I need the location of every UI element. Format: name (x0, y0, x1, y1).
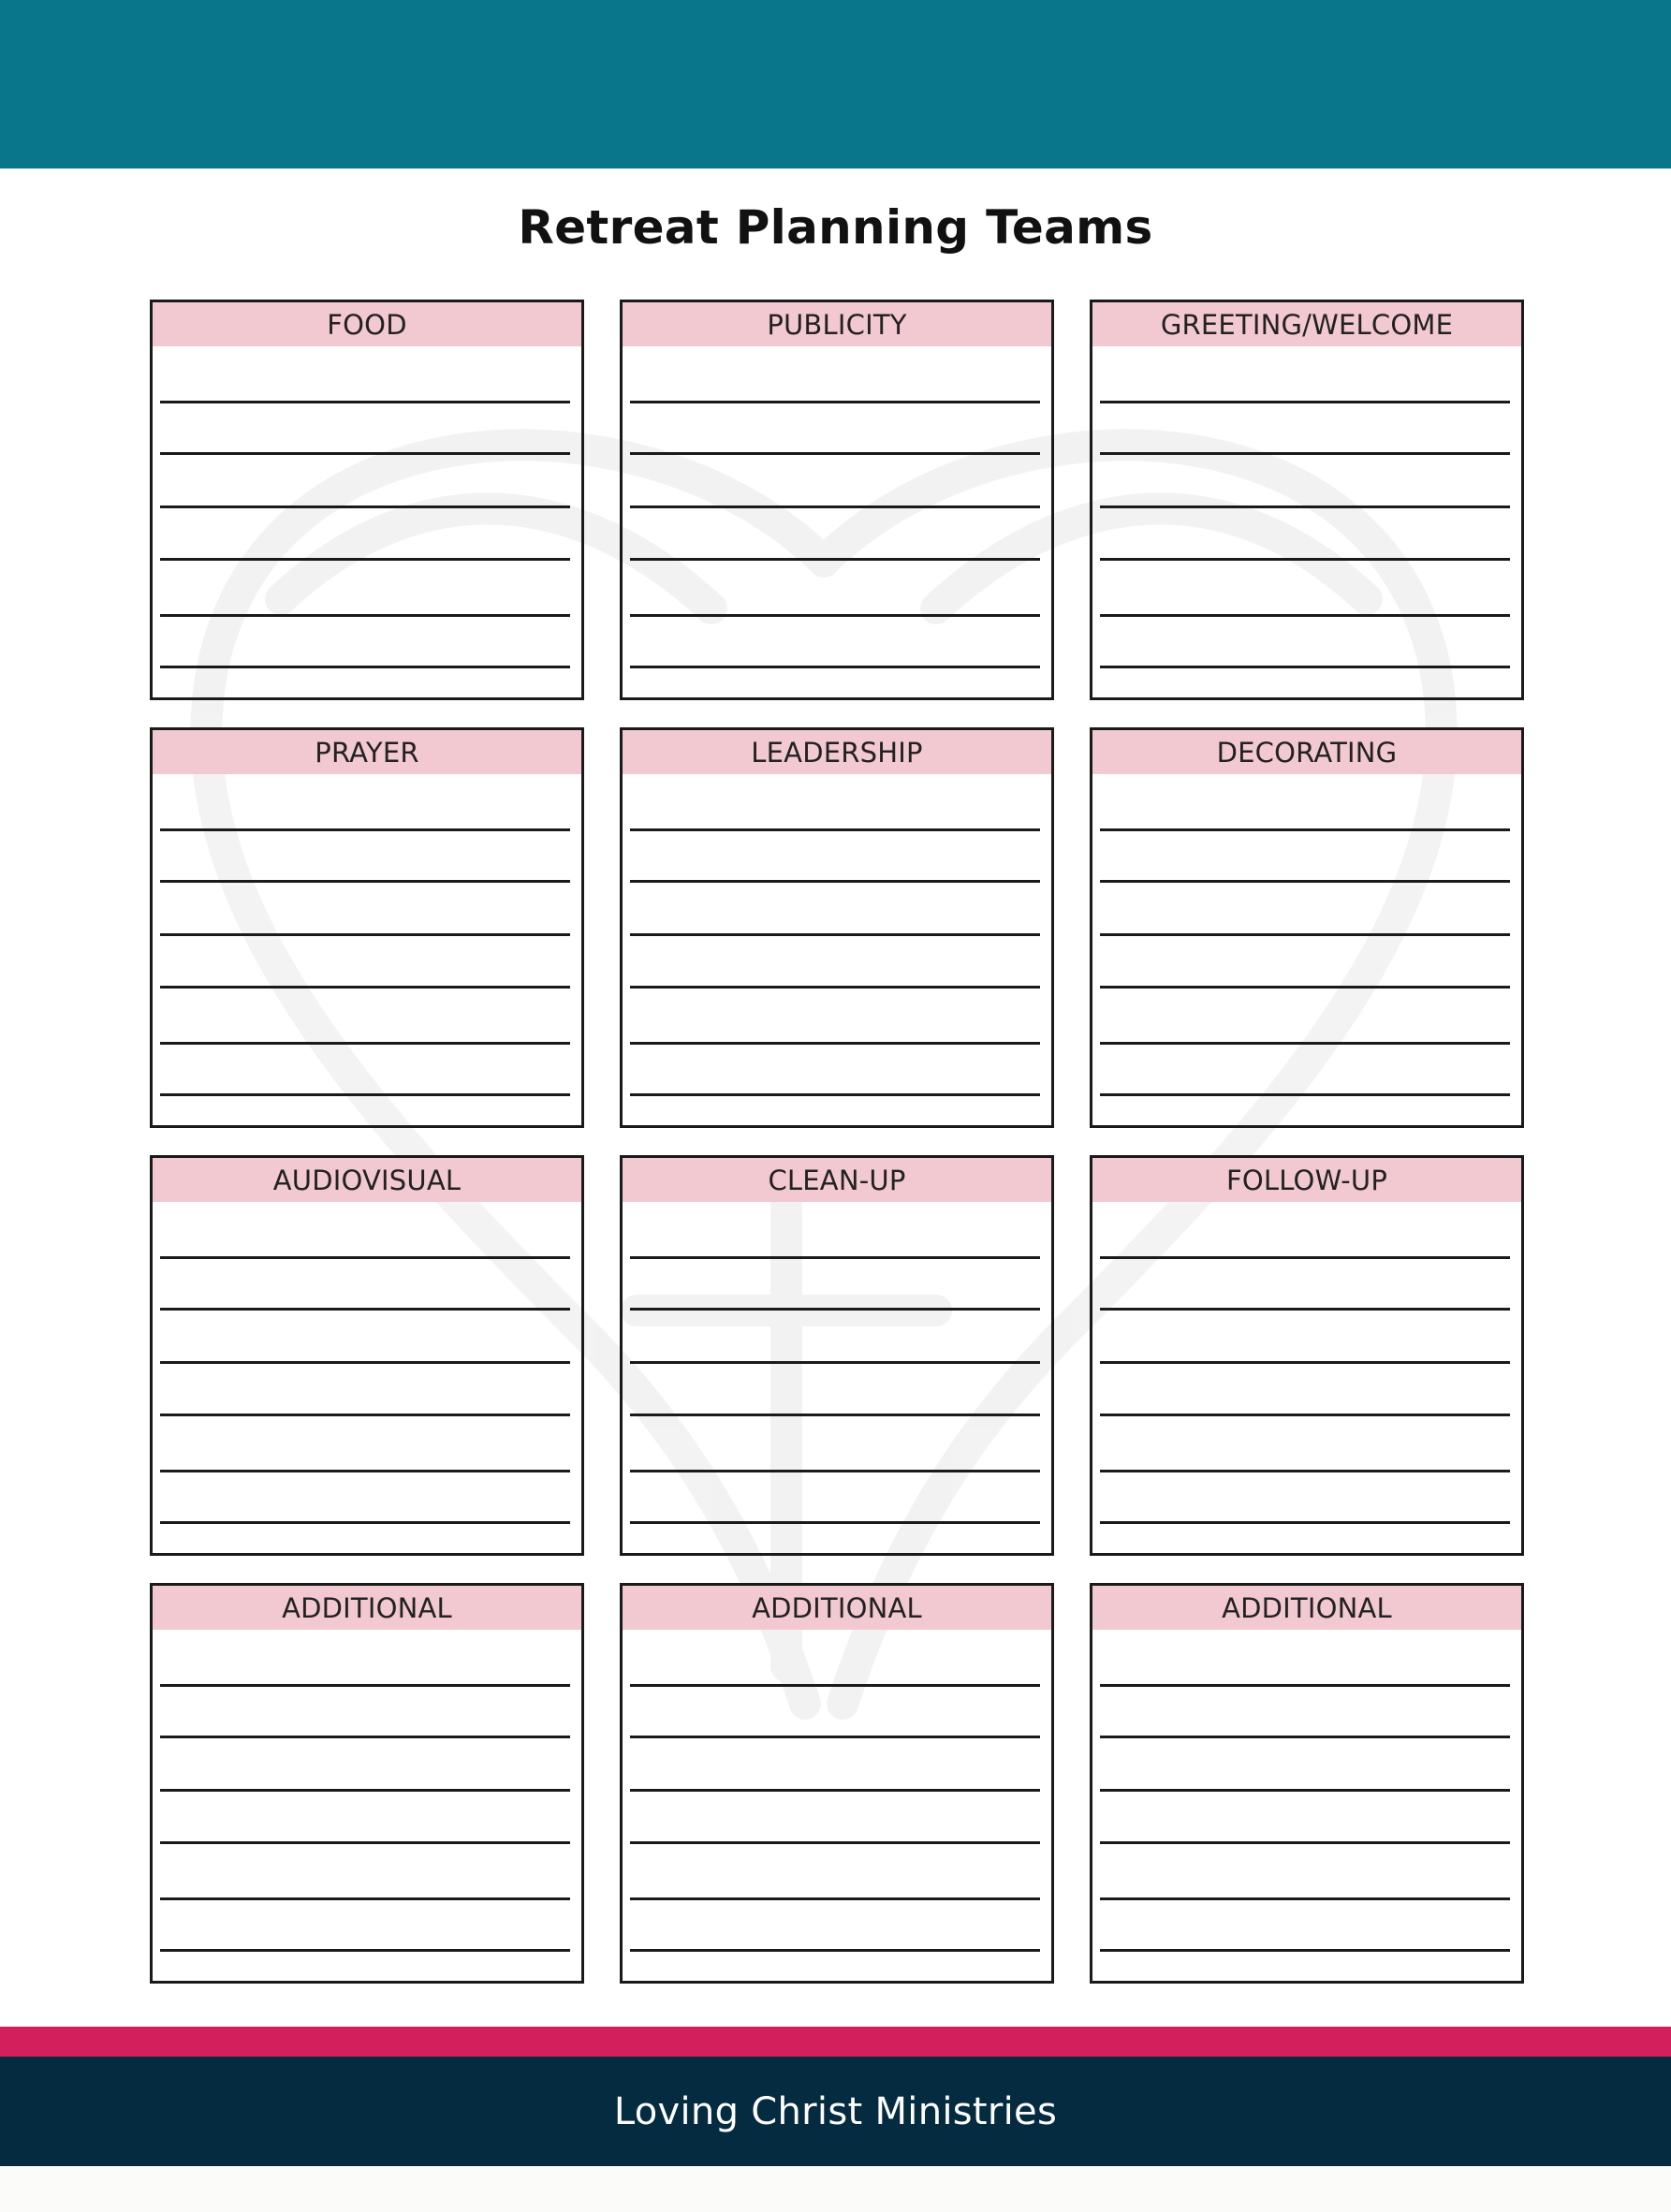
writing-line (1100, 1093, 1510, 1096)
team-header: DECORATING (1092, 730, 1521, 774)
writing-line (160, 1736, 570, 1738)
writing-line (160, 1042, 570, 1045)
writing-line (160, 666, 570, 668)
team-header: CLEAN-UP (623, 1158, 1051, 1202)
writing-line (630, 1361, 1040, 1364)
writing-line (630, 828, 1040, 831)
writing-line (630, 1093, 1040, 1096)
writing-line (160, 1308, 570, 1311)
writing-line (630, 1521, 1040, 1524)
writing-line (630, 933, 1040, 936)
writing-line (1100, 614, 1510, 617)
writing-line (630, 614, 1040, 617)
team-box-follow-up (1090, 1155, 1524, 1556)
writing-line (630, 1897, 1040, 1900)
writing-line (1100, 1256, 1510, 1259)
writing-line (630, 986, 1040, 989)
team-header: AUDIOVISUAL (153, 1158, 581, 1202)
writing-line (630, 666, 1040, 668)
team-box-additional-2 (620, 1583, 1054, 1984)
team-box-additional-1 (150, 1583, 584, 1984)
writing-line (630, 1042, 1040, 1045)
team-header: ADDITIONAL (623, 1586, 1051, 1630)
writing-line (1100, 1521, 1510, 1524)
writing-line (160, 1361, 570, 1364)
writing-line (160, 1256, 570, 1259)
writing-line (630, 1308, 1040, 1311)
team-box-food (150, 300, 584, 700)
writing-line (630, 1470, 1040, 1472)
writing-line (630, 1414, 1040, 1416)
writing-line (160, 1684, 570, 1687)
team-header: PUBLICITY (623, 302, 1051, 346)
writing-line (630, 1684, 1040, 1687)
writing-line (630, 1736, 1040, 1738)
writing-line (630, 1841, 1040, 1844)
team-box-prayer (150, 727, 584, 1128)
team-header: PRAYER (153, 730, 581, 774)
writing-line (630, 1789, 1040, 1792)
team-header: FOLLOW-UP (1092, 1158, 1521, 1202)
team-header: FOOD (153, 302, 581, 346)
footer-band (0, 2057, 1671, 2166)
writing-line (1100, 933, 1510, 936)
writing-line (1100, 505, 1510, 508)
writing-line (1100, 1897, 1510, 1900)
team-box-greeting-welcome (1090, 300, 1524, 700)
writing-line (630, 880, 1040, 883)
team-box-clean-up (620, 1155, 1054, 1556)
team-box-decorating (1090, 727, 1524, 1128)
writing-line (160, 880, 570, 883)
writing-line (1100, 880, 1510, 883)
writing-line (630, 1256, 1040, 1259)
writing-line (1100, 558, 1510, 561)
page-title: Retreat Planning Teams (518, 200, 1153, 255)
writing-line (1100, 1841, 1510, 1844)
writing-line (1100, 1414, 1510, 1416)
writing-line (160, 828, 570, 831)
writing-line (160, 614, 570, 617)
bottom-strip (0, 2166, 1671, 2212)
footer-ministry-name: Loving Christ Ministries (613, 2089, 1058, 2133)
team-header: LEADERSHIP (623, 730, 1051, 774)
writing-line (160, 1470, 570, 1472)
writing-line (1100, 1308, 1510, 1311)
team-header: ADDITIONAL (153, 1586, 581, 1630)
writing-line (160, 1789, 570, 1792)
writing-line (160, 933, 570, 936)
team-box-leadership (620, 727, 1054, 1128)
writing-line (160, 1414, 570, 1416)
writing-line (160, 1897, 570, 1900)
writing-line (160, 401, 570, 403)
writing-line (160, 1949, 570, 1952)
writing-line (1100, 986, 1510, 989)
team-box-additional-3 (1090, 1583, 1524, 1984)
writing-line (1100, 1042, 1510, 1045)
writing-line (1100, 1949, 1510, 1952)
writing-line (630, 558, 1040, 561)
team-header: GREETING/WELCOME (1092, 302, 1521, 346)
team-box-publicity (620, 300, 1054, 700)
writing-line (630, 1949, 1040, 1952)
team-grid (150, 300, 1524, 1984)
writing-line (160, 505, 570, 508)
top-color-band (0, 0, 1671, 168)
writing-line (630, 452, 1040, 455)
writing-line (1100, 1684, 1510, 1687)
writing-line (1100, 828, 1510, 831)
writing-line (160, 1841, 570, 1844)
writing-line (630, 401, 1040, 403)
writing-line (1100, 666, 1510, 668)
writing-line (160, 452, 570, 455)
team-header: ADDITIONAL (1092, 1586, 1521, 1630)
writing-line (1100, 1470, 1510, 1472)
writing-line (160, 558, 570, 561)
team-box-audiovisual (150, 1155, 584, 1556)
writing-line (1100, 1789, 1510, 1792)
footer-accent-band (0, 2027, 1671, 2057)
writing-line (160, 986, 570, 989)
writing-line (1100, 1736, 1510, 1738)
writing-line (1100, 1361, 1510, 1364)
writing-line (1100, 452, 1510, 455)
writing-line (630, 505, 1040, 508)
writing-line (1100, 401, 1510, 403)
writing-line (160, 1521, 570, 1524)
writing-line (160, 1093, 570, 1096)
